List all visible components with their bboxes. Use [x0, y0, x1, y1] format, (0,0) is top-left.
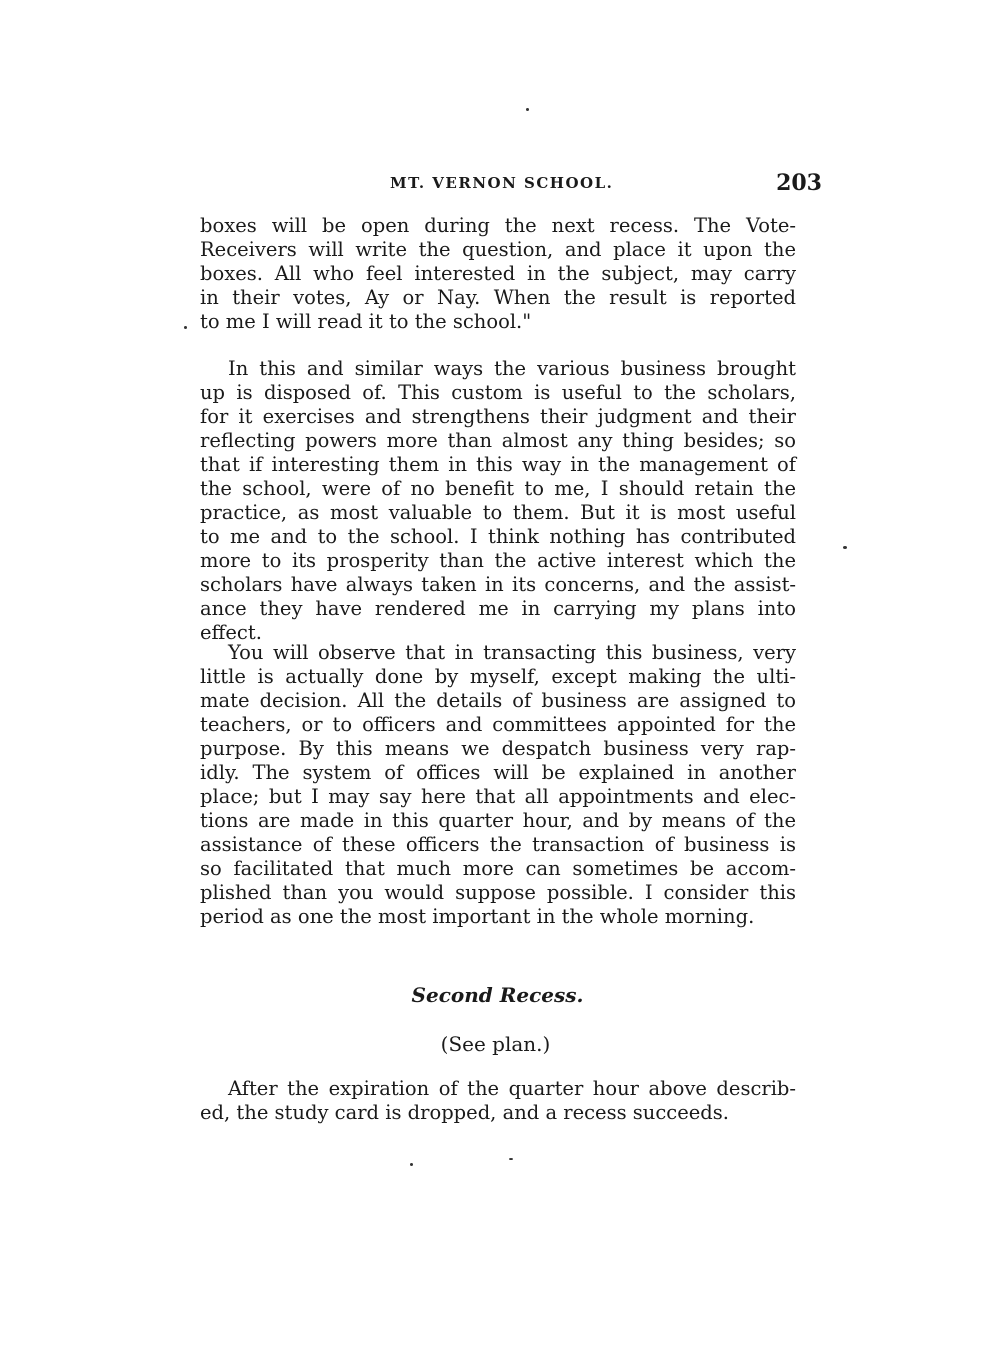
text-line: place; but I may say here that all appointments and elec- — [200, 785, 796, 808]
text-line: that if interesting them in this way in the management of — [200, 453, 796, 476]
plan-note-text: (See plan.) — [440, 1032, 551, 1056]
text-line: practice, as most valuable to them. But it is most useful — [200, 501, 796, 524]
text-line: In this and similar ways the various business brought — [228, 357, 796, 380]
scan-speck — [526, 108, 529, 111]
text-line: boxes. All who feel interested in the subject, may carry — [200, 262, 796, 285]
text-line: You will observe that in transacting this business, very — [228, 641, 796, 664]
scan-speck — [184, 326, 187, 329]
page-header — [390, 170, 822, 198]
text-line: teachers, or to officers and committees appointed for the — [200, 713, 796, 736]
text-line: effect. — [200, 621, 262, 644]
paragraph-2 — [200, 357, 796, 645]
text-line: up is disposed of. This custom is useful to the scholars, — [200, 381, 796, 404]
text-line: assistance of these officers the transaction of business is — [200, 833, 796, 856]
text-line: reflecting powers more than almost any thing besides; so — [200, 429, 796, 452]
paragraph-4 — [200, 1077, 796, 1125]
text-line: purpose. By this means we despatch business very rap- — [200, 737, 796, 760]
text-line: the school, were of no benefit to me, I should retain the — [200, 477, 796, 500]
plan-note — [0, 1032, 1003, 1056]
text-line: scholars have always taken in its concerns, and the assist- — [200, 573, 796, 596]
text-line: boxes will be open during the next recess. The Vote- — [200, 214, 796, 237]
text-line: After the expiration of the quarter hour above describ- — [228, 1077, 796, 1100]
text-line: to me I will read it to the school." — [200, 310, 532, 333]
text-line: ed, the study card is dropped, and a recess succeeds. — [200, 1101, 729, 1124]
text-line: plished than you would suppose possible. I consider this — [200, 881, 796, 904]
text-line: little is actually done by myself, except making the ulti- — [200, 665, 796, 688]
scan-speck — [509, 1158, 513, 1160]
text-line: so facilitated that much more can sometimes be accom- — [200, 857, 796, 880]
text-line: period as one the most important in the whole morning. — [200, 905, 755, 928]
text-line: idly. The system of offices will be explained in another — [200, 761, 796, 784]
section-title: Second Recess. — [411, 983, 584, 1007]
text-line: Receivers will write the question, and place it upon the — [200, 238, 796, 261]
text-line: for it exercises and strengthens their judgment and their — [200, 405, 796, 428]
page-number: 203 — [776, 170, 822, 196]
text-line: ance they have rendered me in carrying my plans into — [200, 597, 796, 620]
text-line: more to its prosperity than the active interest which the — [200, 549, 796, 572]
text-line: tions are made in this quarter hour, and by means of the — [200, 809, 796, 832]
paragraph-3 — [200, 641, 796, 929]
paragraph-1 — [200, 214, 796, 334]
text-line: in their votes, Ay or Nay. When the result is reported — [200, 286, 796, 309]
scan-speck — [410, 1163, 413, 1166]
text-line: to me and to the school. I think nothing has contributed — [200, 525, 796, 548]
section-heading — [0, 983, 1003, 1007]
running-title: MT. VERNON SCHOOL. — [390, 174, 614, 192]
text-line: mate decision. All the details of business are assigned to — [200, 689, 796, 712]
scan-speck — [843, 546, 847, 549]
